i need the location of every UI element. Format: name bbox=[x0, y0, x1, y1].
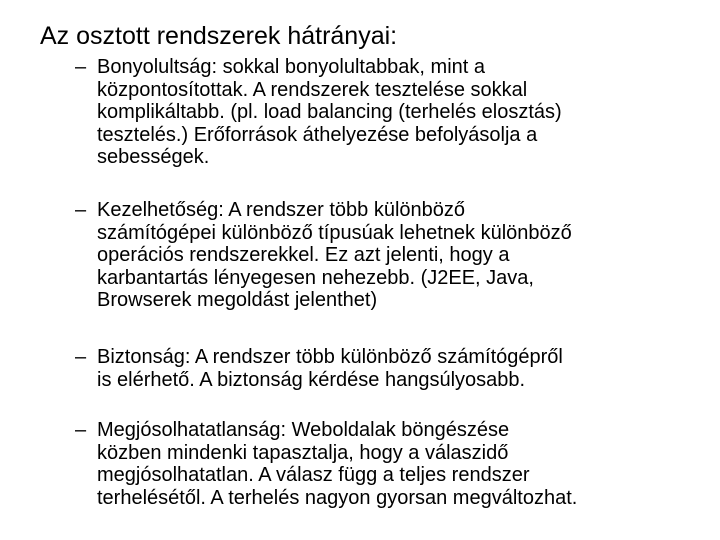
bullet-text bbox=[97, 346, 705, 391]
bullet-security bbox=[75, 346, 705, 391]
bullet-text bbox=[97, 199, 705, 312]
bullet-marker: – bbox=[75, 56, 87, 78]
bullet-line: központosítottak. A rendszerek tesztelése sokkal bbox=[97, 78, 528, 101]
bullet-line: Kezelhetőség: A rendszer több különböző bbox=[97, 199, 466, 221]
bullet-marker: – bbox=[75, 199, 87, 221]
bullet-line: Megjósolhatatlanság: Weboldalak böngészése bbox=[97, 419, 510, 441]
slide-title: Az osztott rendszerek hátrányai: bbox=[40, 22, 398, 50]
bullet-line: Bonyolultság: sokkal bonyolultabbak, mint a bbox=[97, 56, 486, 78]
bullet-line: számítógépei különböző típusúak lehetnek különböző bbox=[97, 221, 572, 244]
bullet-complexity bbox=[75, 56, 705, 169]
bullet-manageability bbox=[75, 199, 705, 312]
bullet-line: közben mindenki tapasztalja, hogy a válaszidő bbox=[97, 441, 509, 464]
bullet-marker: – bbox=[75, 419, 87, 441]
bullet-marker: – bbox=[75, 346, 87, 368]
bullet-line: karbantartás lényegesen nehezebb. (J2EE, Java, bbox=[97, 266, 534, 289]
bullet-line: megjósolhatatlan. A válasz függ a teljes rendszer bbox=[97, 464, 530, 486]
bullet-line: operációs rendszerekkel. Ez azt jelenti, hogy a bbox=[97, 244, 510, 266]
bullet-line: tesztelés.) Erőforrások áthelyezése befolyásolja a bbox=[97, 123, 538, 146]
bullet-line: Browserek megoldást jelenthet) bbox=[97, 289, 378, 311]
bullet-line: Biztonság: A rendszer több különböző számítógépről bbox=[97, 346, 563, 368]
bullet-line: komplikáltabb. (pl. load balancing (terhelés elosztás) bbox=[97, 101, 562, 123]
bullet-unpredictability bbox=[75, 419, 705, 509]
bullet-line: is elérhető. A biztonság kérdése hangsúlyosabb. bbox=[97, 368, 526, 391]
bullet-text bbox=[97, 56, 705, 169]
bullet-line: sebességek. bbox=[97, 146, 210, 168]
bullet-line: terhelésétől. A terhelés nagyon gyorsan megváltozhat. bbox=[97, 486, 578, 509]
bullet-text bbox=[97, 419, 705, 509]
